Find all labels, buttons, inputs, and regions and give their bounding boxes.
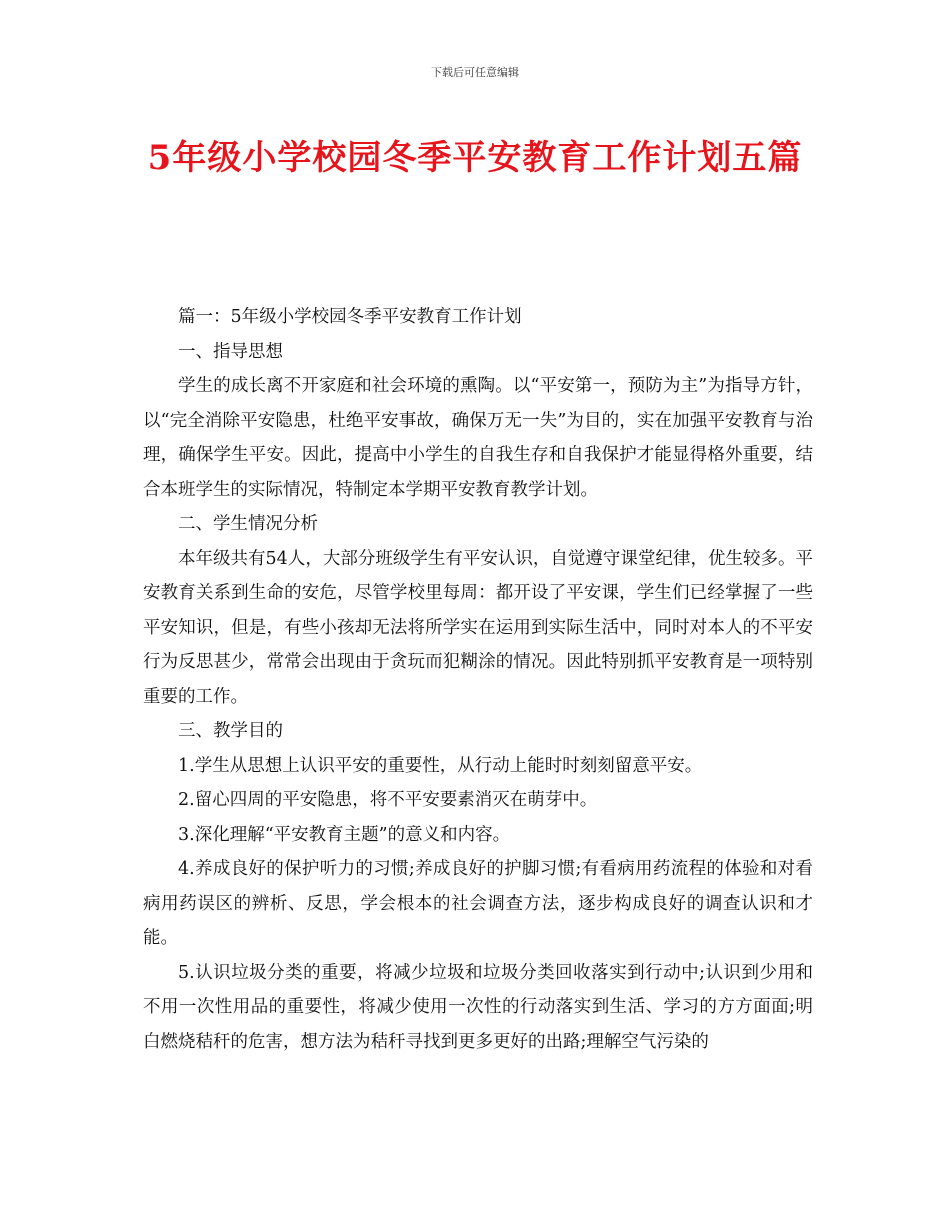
goal-item-3: 3.深化理解“平安教育主题”的意义和内容。 — [178, 824, 511, 845]
goal-item-1: 1.学生从思想上认识平安的重要性，从行动上能时时刻刻留意平安。 — [178, 755, 703, 776]
document-body — [143, 300, 813, 1059]
goal-item-5: 5.认识垃圾分类的重要，将减少垃圾和垃圾分类回收落实到行动中;认识到少用和不用一次性用品的重要性，将减少使用一次性的行动落实到生活、学习的方方面面;明白燃烧秸秆的危害，想方法为秸秆寻找到更多更好的出路;理解空气污染的 — [143, 962, 813, 1052]
goal-item-2: 2.留心四周的平安隐患，将不平安要素消灭在萌芽中。 — [178, 790, 598, 810]
header-note: 下载后可任意编辑 — [431, 66, 519, 79]
paragraph-guiding-ideology: 学生的成长离不开家庭和社会环境的熏陶。以“平安第一，预防为主”为指导方针，以“完全消除平安隐患，杜绝平安事故，确保万无一失”为目的，实在加强平安教育与治理，确保学生平安。因此，提高中小学生的自我生存和自我保护才能显得格外重要，结合本班学生的实际情况，特制定本学期平安教育教学计划。 — [143, 376, 813, 500]
document-title: 5年级小学校园冬季平安教育工作计划五篇 — [147, 138, 803, 178]
section-heading-part-one: 篇一：5年级小学校园冬季平安教育工作计划 — [178, 307, 522, 327]
goal-item-4: 4.养成良好的保护听力的习惯;养成良好的护脚习惯;有看病用药流程的体验和对看病用药误区的辨析、反思，学会根本的社会调查方法，逐步构成良好的调查认识和才能。 — [143, 859, 813, 948]
heading-student-analysis: 二、学生情况分析 — [178, 514, 318, 534]
paragraph-student-analysis: 本年级共有54人，大部分班级学生有平安认识，自觉遵守课堂纪律，优生较多。平安教育关系到生命的安危，尽管学校里每周：都开设了平安课，学生们已经掌握了一些平安知识，但是，有些小孩却无法将所学实在运用到实际生活中，同时对本人的不平安行为反思甚少，常常会出现由于贪玩而犯糊涂的情况。因此特别抓平安教育是一项特别重要的工作。 — [143, 548, 813, 707]
heading-teaching-goals: 三、教学目的 — [178, 721, 283, 741]
heading-guiding-ideology: 一、指导思想 — [178, 341, 283, 362]
